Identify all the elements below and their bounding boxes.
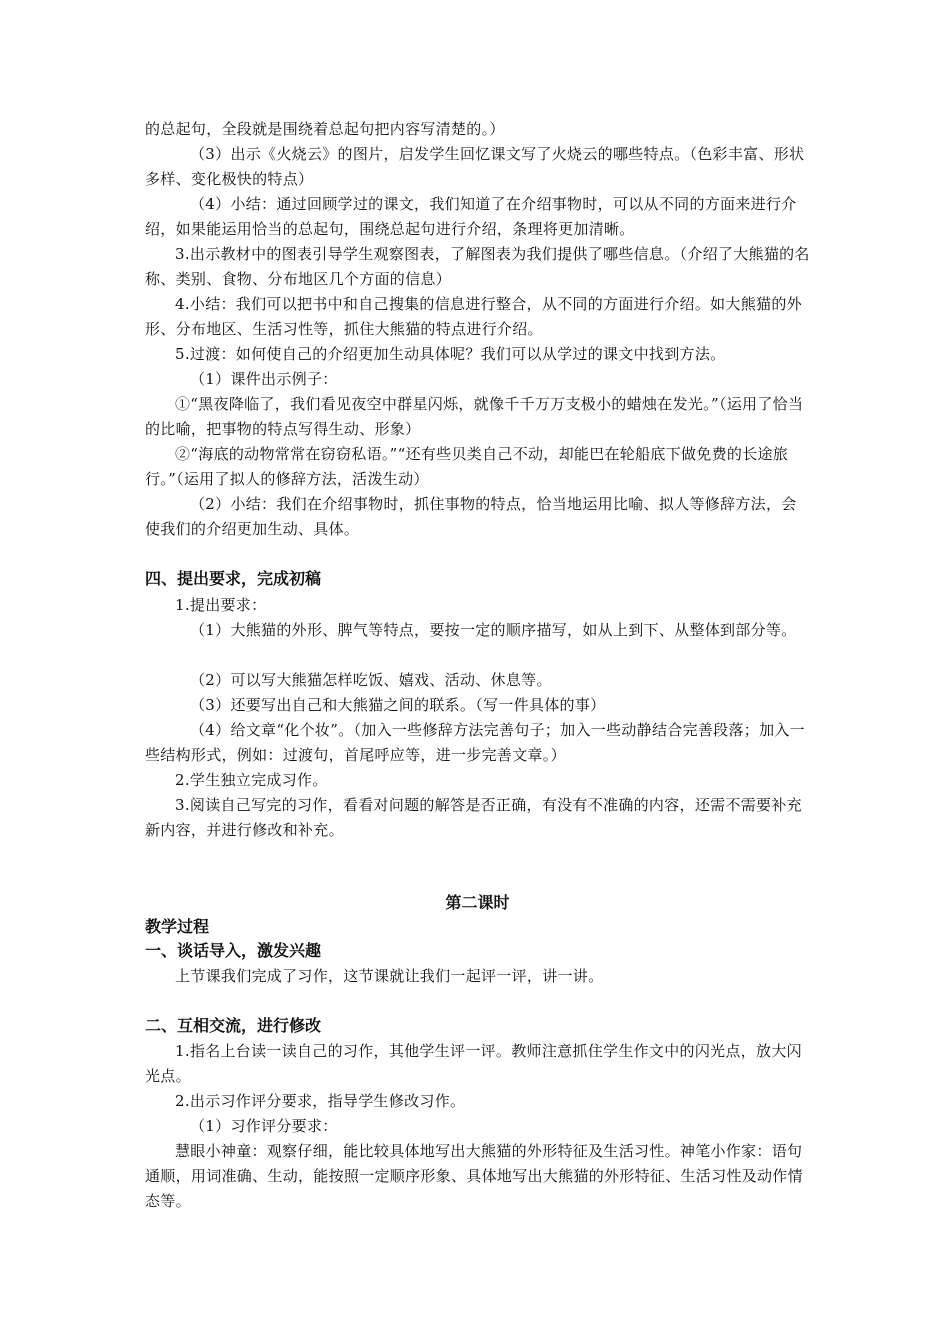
section-heading: 二、互相交流，进行修改	[145, 1016, 322, 1035]
paragraph: ①“黑夜降临了，我们看见夜空中群星闪烁，就像千千万万支极小的蜡烛在发光。”（运用了恰当的比喻，把事物的特点写得生动、形象）	[145, 395, 804, 438]
paragraph: 3.阅读自己写完的习作，看看对问题的解答是否正确，有没有不准确的内容，还需不需要补充新内容，并进行修改和补充。	[145, 796, 802, 839]
paragraph: 1.指名上台读一读自己的习作，其他学生评一评。教师注意抓住学生作文中的闪光点，放大闪光点。	[145, 1042, 802, 1085]
paragraph: （3）出示《火烧云》的图片，启发学生回忆课文写了火烧云的哪些特点。（色彩丰富、形状多样、变化极快的特点）	[145, 145, 805, 188]
paragraph: 3.出示教材中的图表引导学生观察图表，了解图表为我们提供了哪些信息。（介绍了大熊猫的名称、类别、食物、分布地区几个方面的信息）	[145, 245, 810, 288]
paragraph: （1）课件出示例子：	[190, 370, 338, 388]
paragraph: 慧眼小神童：观察仔细，能比较具体地写出大熊猫的外形特征及生活习性。神笔小作家：语句通顺，用词准确、生动，能按照一定顺序形象、具体地写出大熊猫的外形特征、生活习性及动作情态等。	[145, 1142, 803, 1210]
paragraph: ②“海底的动物常常在窃窃私语。”“还有些贝类自己不动，却能巴在轮船底下做免费的长途旅行。”（运用了拟人的修辞方法，活泼生动）	[145, 445, 789, 488]
paragraph: 5.过渡：如何使自己的介绍更加生动具体呢？我们可以从学过的课文中找到方法。	[175, 345, 726, 363]
paragraph: （2）小结：我们在介绍事物时，抓住事物的特点，恰当地运用比喻、拟人等修辞方法，会使我们的介绍更加生动、具体。	[145, 495, 797, 538]
section-heading: 教学过程	[145, 917, 210, 936]
section-heading: 一、谈话导入，激发兴趣	[145, 941, 322, 960]
paragraph: 4.小结：我们可以把书中和自己搜集的信息进行整合，从不同的方面进行介绍。如大熊猫的外形、分布地区、生活习性等，抓住大熊猫的特点进行介绍。	[145, 295, 802, 338]
paragraph: （4）给文章“化个妆”。（加入一些修辞方法完善句子；加入一些动静结合完善段落；加入一些结构形式，例如：过渡句，首尾呼应等，进一步完善文章。）	[145, 721, 805, 764]
paragraph: （1）习作评分要求：	[190, 1117, 338, 1135]
paragraph: （2）可以写大熊猫怎样吃饭、嬉戏、活动、休息等。	[190, 671, 552, 689]
lesson-title: 第二课时	[445, 893, 510, 912]
paragraph: 上节课我们完成了习作，这节课就让我们一起评一评，讲一讲。	[175, 967, 604, 985]
paragraph: 2.学生独立完成习作。	[175, 771, 328, 789]
paragraph: 2.出示习作评分要求，指导学生修改习作。	[175, 1092, 466, 1110]
paragraph: （4）小结：通过回顾学过的课文，我们知道了在介绍事物时，可以从不同的方面来进行介绍，如果能运用恰当的总起句，围绕总起句进行介绍，条理将更加清晰。	[145, 195, 797, 238]
paragraph: （3）还要写出自己和大熊猫之间的联系。（写一件具体的事）	[190, 696, 606, 714]
paragraph: 的总起句，全段就是围绕着总起句把内容写清楚的。）	[145, 120, 505, 138]
section-heading: 四、提出要求，完成初稿	[145, 569, 322, 588]
paragraph: 1.提出要求：	[175, 596, 267, 614]
paragraph: （1）大熊猫的外形、脾气等特点，要按一定的顺序描写，如从上到下、从整体到部分等。	[190, 621, 797, 639]
